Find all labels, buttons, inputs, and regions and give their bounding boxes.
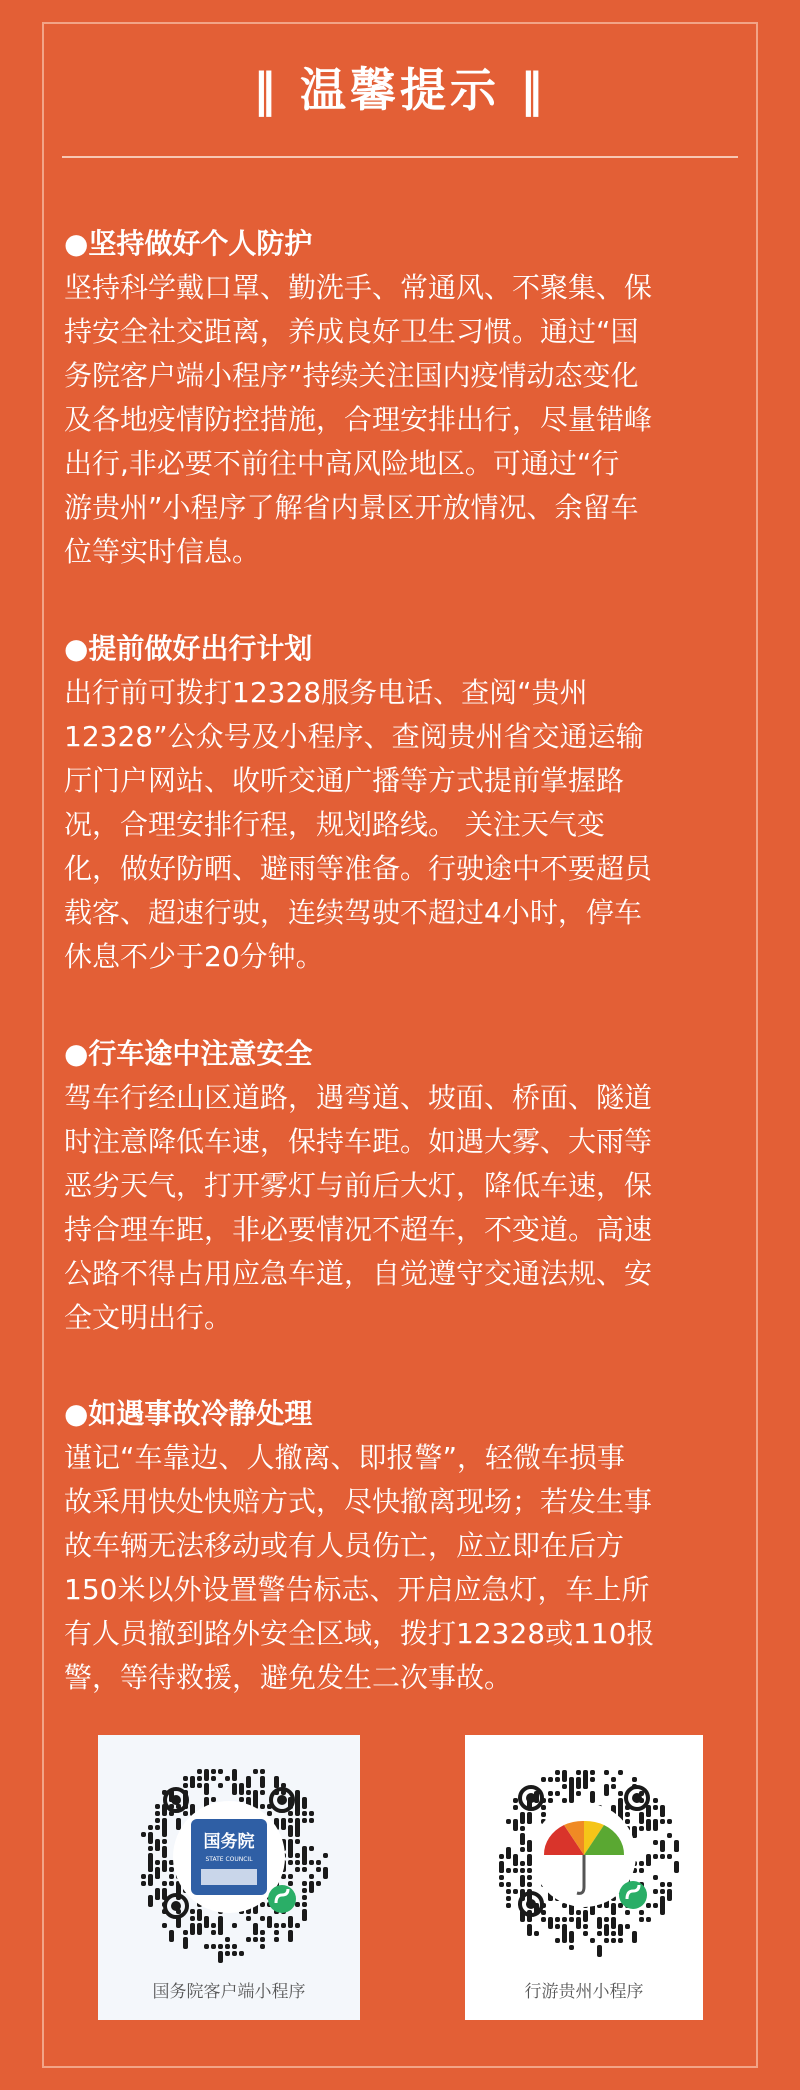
title-banner <box>62 40 738 158</box>
section-text-line: 12328”公众号及小程序、查阅贵州省交通运输 <box>64 720 644 753</box>
qr-center-sublabel: STATE COUNCIL <box>205 1856 253 1863</box>
section-heading: ●坚持做好个人防护 <box>64 227 313 260</box>
section-text-line: 及各地疫情防控措施，合理安排出行，尽量错峰 <box>64 403 653 436</box>
section-text-line: 恶劣天气，打开雾灯与前后大灯，降低车速，保 <box>64 1169 653 1202</box>
section-text-line: 出行前可拨打12328服务电话、查阅“贵州 <box>64 676 588 709</box>
wechat-miniprogram-icon <box>619 1881 647 1909</box>
section-text-line: 出行,非必要不前往中高风险地区。可通过“行 <box>64 447 620 480</box>
qr-caption: 行游贵州小程序 <box>524 1982 644 2002</box>
section-text-line: 游贵州”小程序了解省内景区开放情况、余留车 <box>64 491 639 524</box>
section-text-line: 全文明出行。 <box>64 1301 233 1334</box>
section-text-line: 况，合理安排行程，规划路线。 关注天气变 <box>64 808 605 841</box>
wechat-miniprogram-icon <box>268 1885 296 1913</box>
section-text-line: 休息不少于20分钟。 <box>64 940 324 973</box>
section-personal-protection <box>64 222 740 574</box>
section-text-line: 持安全社交距离，养成良好卫生习惯。通过“国 <box>64 315 639 348</box>
section-text-line: 化，做好防晒、避雨等准备。行驶途中不要超员 <box>64 852 653 885</box>
section-accident-handling <box>64 1392 740 1700</box>
qr-center-label: 国务院 <box>203 1832 255 1852</box>
section-text-line: 载客、超速行驶，连续驾驶不超过4小时，停车 <box>64 896 642 929</box>
section-text-line: 公路不得占用应急车道，自觉遵守交通法规、安 <box>64 1257 653 1290</box>
title-divider <box>62 156 738 158</box>
section-text-line: 有人员撤到路外安全区域，拨打12328或110报 <box>64 1617 655 1650</box>
qr-card-state-council[interactable] <box>98 1735 360 2020</box>
section-travel-plan <box>64 627 740 979</box>
section-text-line: 位等实时信息。 <box>64 535 261 568</box>
qr-card-xingyou-guizhou[interactable] <box>465 1735 703 2020</box>
page-title: ‖ 温馨提示 ‖ <box>252 63 548 117</box>
section-text-line: 故采用快处快赔方式，尽快撤离现场；若发生事 <box>64 1485 653 1518</box>
building-icon <box>201 1869 257 1885</box>
section-driving-safety <box>64 1032 740 1340</box>
section-text-line: 坚持科学戴口罩、勤洗手、常通风、不聚集、保 <box>64 271 653 304</box>
section-text-line: 故车辆无法移动或有人员伤亡，应立即在后方 <box>64 1529 625 1562</box>
section-heading: ●如遇事故冷静处理 <box>64 1397 313 1430</box>
section-heading: ●行车途中注意安全 <box>64 1037 313 1070</box>
qr-code-xingyou-guizhou[interactable] <box>465 1747 703 1967</box>
section-text-line: 警，等待救援，避免发生二次事故。 <box>64 1661 513 1694</box>
section-text-line: 驾车行经山区道路，遇弯道、坡面、桥面、隧道 <box>64 1081 653 1114</box>
section-text-line: 时注意降低车速，保持车距。如遇大雾、大雨等 <box>64 1125 653 1158</box>
section-text-line: 持合理车距，非必要情况不超车，不变道。高速 <box>64 1213 653 1246</box>
section-heading: ●提前做好出行计划 <box>64 632 313 665</box>
section-text-line: 务院客户端小程序”持续关注国内疫情动态变化 <box>64 359 639 392</box>
qr-code-state-council[interactable] <box>98 1747 360 1967</box>
qr-caption: 国务院客户端小程序 <box>152 1982 306 2002</box>
section-text-line: 厅门户网站、收听交通广播等方式提前掌握路 <box>64 764 625 797</box>
section-text-line: 150米以外设置警告标志、开启应急灯，车上所 <box>64 1573 650 1606</box>
section-text-line: 谨记“车靠边、人撤离、即报警”，轻微车损事 <box>64 1441 626 1474</box>
